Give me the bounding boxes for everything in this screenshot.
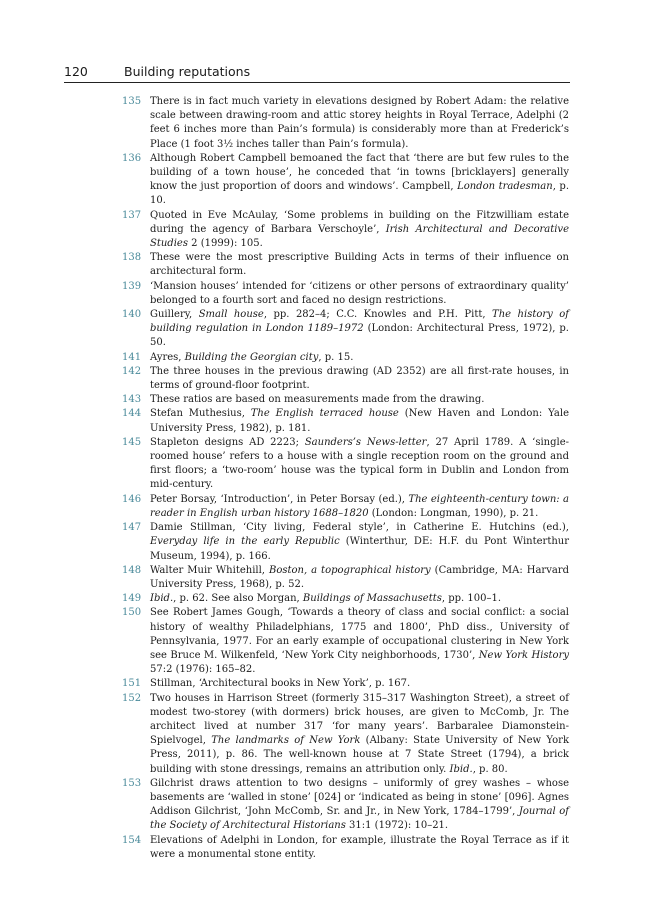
endnote [122, 95, 569, 152]
endnote-number: 137 [122, 209, 142, 221]
endnote-text [150, 96, 569, 150]
italic-title: New York History [478, 649, 569, 661]
endnote-number: 147 [122, 522, 142, 534]
italic-title: Small house [198, 309, 264, 321]
endnote [122, 677, 569, 691]
endnote [122, 280, 569, 308]
endnote-text [150, 522, 569, 561]
endnote [122, 493, 569, 521]
endnote-number: 140 [122, 309, 142, 321]
italic-title: The eighteenth-century town: a reader in English urban history 1688–1820 [150, 493, 570, 519]
endnote-number: 151 [122, 678, 142, 690]
running-title: Building reputations [124, 64, 251, 79]
endnote [122, 777, 569, 834]
endnote [122, 365, 569, 393]
text-run: Ayres, [150, 351, 185, 363]
text-run: Gilchrist draws attention to two designs – uniformly of grey washes – whose basements are ‘walled in stone’ [024] or ‘indicated as being in stone’ [096]. Agnes Addison Gilchrist, ‘John McComb, Sr. and Jr., in New York, 1784–1799’, [150, 777, 569, 818]
endnote [122, 834, 569, 862]
text-run: Stapleton designs AD 2223; [150, 436, 305, 448]
italic-title: Building the Georgian city [184, 351, 319, 363]
italic-title: Ibid. [449, 763, 473, 775]
text-run: (London: Architectural Press, 1972), p. 50. [150, 323, 569, 349]
text-run: The three houses in the previous drawing (AD 2352) are all first-rate houses, in terms of ground-floor footprint. [150, 365, 569, 392]
text-run: , pp. 100–1. [441, 593, 502, 605]
endnote-number: 146 [122, 493, 142, 505]
endnote-text [150, 281, 569, 306]
text-run: Peter Borsay, ‘Introduction’, in Peter Borsay (ed.), [150, 493, 409, 505]
endnote-text [150, 352, 353, 363]
text-run: ‘Mansion houses’ intended for ‘citizens or other persons of extraordinary quality’ belonged to a fourth sort and faced no design restrictions. [150, 280, 569, 306]
italic-title: Buildings of Massachusetts [302, 593, 442, 605]
italic-title: Saunders’s News-letter [304, 436, 427, 448]
text-run: , p. 80. [472, 763, 508, 775]
endnote-number: 136 [122, 152, 142, 164]
text-run: (New Haven and London: Yale University Press, 1982), p. 181. [150, 408, 569, 434]
endnote-text [150, 437, 569, 491]
endnote [122, 436, 569, 493]
endnote-number: 145 [122, 436, 142, 448]
endnote-text [150, 693, 569, 775]
endnote [122, 251, 569, 279]
text-run: Although Robert Campbell bemoaned the fact that ‘there are but few rules to the building of a town house’, he conceded that ‘in towns [bricklayers] generally know the just proportion of doors and windows’. Campbell, [150, 152, 569, 193]
text-run: Damie Stillman, ‘City living, Federal style’, in Catherine E. Hutchins (ed.), [150, 522, 569, 534]
text-run: Stefan Muthesius, [150, 408, 251, 420]
endnote-text [150, 607, 569, 675]
page-number: 120 [64, 64, 88, 79]
text-run: These ratios are based on measurements made from the drawing. [150, 394, 485, 406]
text-run: (London: Longman, 1990), p. 21. [368, 507, 539, 519]
text-run: There is in fact much variety in elevations designed by Robert Adam: the relative scale between drawing-room and attic storey heights in Royal Terrace, Adelphi (2 feet 6 inches more than Pain’s formula) is considerably more than at Frederick’s Place (1 foot 3½ inches taller than Pain’s formula). [150, 96, 569, 150]
text-run: Elevations of Adelphi in London, for example, illustrate the Royal Terrace as if it were a monumental stone entity. [150, 834, 569, 860]
endnote-text [150, 494, 569, 519]
endnote-text [150, 835, 569, 860]
text-run: Two houses in Harrison Street (formerly 315–317 Washington Street), a street of modest two-storey (with dormers) brick houses, are given to McComb, Jr. The architect lived at number 317 ‘for many years’. Barbaralee Diamonstein-Spielvogel, [150, 692, 569, 747]
endnote-number: 148 [122, 564, 142, 576]
endnote [122, 209, 569, 252]
text-run: Guillery, [150, 309, 199, 321]
text-run: , 27 April 1789. A ‘single-roomed house’ refers to a house with a single reception room on the ground and first floors; a ‘two-room’ house was the typical form in Dublin and London from mid-century. [150, 436, 569, 491]
italic-title: Ibid. [150, 593, 174, 605]
endnote [122, 393, 569, 407]
endnotes-list [122, 95, 569, 862]
endnote-number: 135 [122, 96, 142, 107]
text-run: These were the most prescriptive Building Acts in terms of their influence on architectural form. [150, 252, 569, 278]
running-header [64, 62, 570, 83]
endnote [122, 606, 569, 677]
endnote-number: 154 [122, 834, 142, 846]
italic-title: The English terraced house [250, 408, 399, 420]
endnote-number: 139 [122, 280, 142, 292]
endnote [122, 564, 569, 592]
text-run: (Albany: State University of New York Press, 2011), p. 86. The well-known house at 7 State Street (1794), a brick building with stone dressings, remains an attribution only. [150, 735, 570, 775]
text-run: 31:1 (1972): 10–21. [345, 820, 449, 832]
endnote-number: 153 [122, 777, 142, 789]
endnote [122, 351, 569, 365]
text-run: Stillman, ‘Architectural books in New York’, p. 167. [150, 678, 411, 690]
endnote [122, 692, 569, 777]
text-run: 57:2 (1976): 165–82. [150, 664, 256, 676]
endnote [122, 308, 569, 351]
italic-title: Boston, a topographical history [268, 564, 431, 576]
endnote-text [150, 252, 569, 277]
text-run: , p. 62. See also Morgan, [173, 593, 303, 605]
text-run: (Cambridge, MA: Harvard University Press, 1968), p. 52. [150, 564, 569, 590]
endnote-text [150, 366, 569, 391]
endnote-text [150, 678, 410, 689]
italic-title: The landmarks of New York [211, 735, 361, 747]
endnote-text [150, 394, 484, 405]
text-run: Walter Muir Whitehill, [150, 564, 269, 576]
endnote-text [150, 565, 569, 590]
italic-title: Irish Architectural and Decorative Studies [150, 223, 569, 250]
endnote-number: 149 [122, 593, 142, 605]
endnote-text [150, 210, 569, 249]
italic-title: Everyday life in the early Republic [150, 536, 340, 548]
endnote-text [150, 153, 569, 207]
text-run: , p. 15. [318, 351, 354, 363]
endnote-number: 150 [122, 607, 142, 619]
endnote-number: 144 [122, 408, 142, 420]
italic-title: The history of building regulation in London 1189–1972 [150, 309, 569, 335]
endnote-text [150, 408, 569, 433]
text-run: Quoted in Eve McAulay, ‘Some problems in building on the Fitzwilliam estate during the agency of Barbara Verschoyle’, [150, 209, 569, 235]
endnote [122, 152, 569, 209]
endnote-number: 143 [122, 394, 142, 406]
endnote-text [150, 778, 569, 832]
endnote-number: 138 [122, 252, 142, 264]
italic-title: London tradesman [457, 181, 553, 193]
text-run: (Winterthur, DE: H.F. du Pont Winterthur Museum, 1994), p. 166. [150, 536, 570, 562]
text-run: See Robert James Gough, ‘Towards a theory of class and social conflict: a social history of wealthy Philadelphians, 1775 and 1800’, PhD diss., University of Pennsylvania, 1977. For an early example of occupational clustering in New York see Bruce M. Wilkenfeld, ‘New York City neighborhoods, 1730’, [150, 607, 569, 661]
endnote [122, 592, 569, 606]
endnote-number: 141 [122, 351, 142, 363]
endnote-text [150, 593, 501, 604]
endnote-number: 152 [122, 692, 142, 704]
endnote [122, 521, 569, 564]
endnote-text [150, 309, 569, 348]
text-run: 2 (1999): 105. [187, 238, 263, 250]
italic-title: Journal of the Society of Architectural Historians [150, 806, 569, 832]
text-run: , p. 10. [150, 181, 569, 207]
text-run: , pp. 282–4; C.C. Knowles and P.H. Pitt, [263, 309, 493, 321]
endnote [122, 407, 569, 435]
endnote-number: 142 [122, 365, 142, 377]
